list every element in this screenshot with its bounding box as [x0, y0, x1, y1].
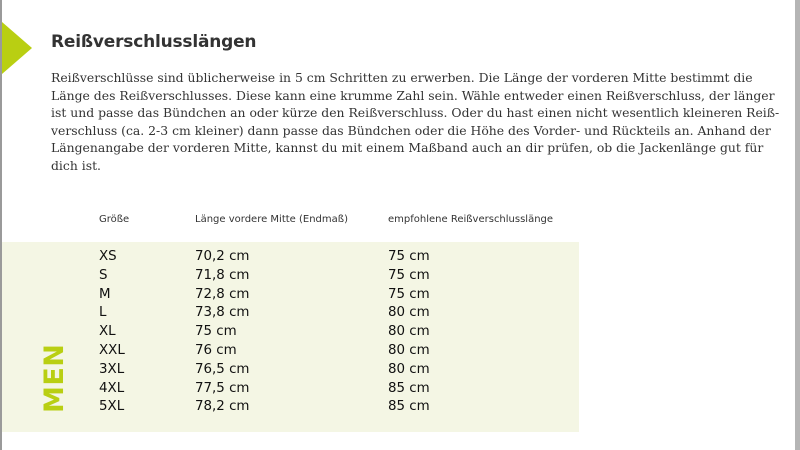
cell-zipper: 80 cm — [388, 305, 430, 321]
cell-length: 78,2 cm — [195, 399, 250, 415]
intro-line: Längenangabe der vorderen Mitte, kannst du mit einem Maßband auch an dir prüfen, ob die Jackenlänge gut für — [51, 140, 764, 155]
section-title: Reißverschlusslängen — [51, 32, 257, 52]
intro-line: Reißverschlüsse sind üblicherweise in 5 cm Schritten zu erwerben. Die Länge der vorderen Mitte bestimmt die — [51, 70, 753, 85]
page-scrollbar[interactable] — [795, 0, 800, 450]
cell-zipper: 85 cm — [388, 380, 430, 396]
intro-line: ist und passe das Bündchen an oder kürze den Reißverschluss. Oder du hast einen nicht wesentlich kleineren Reiß- — [51, 105, 780, 120]
cell-size: XXL — [99, 343, 125, 358]
cell-zipper: 80 cm — [388, 343, 430, 358]
table-body-band — [2, 242, 579, 432]
group-label-men: MEN — [39, 343, 70, 413]
cell-size: L — [99, 305, 107, 321]
cell-size: 4XL — [99, 380, 125, 396]
cell-size: M — [99, 286, 111, 302]
cell-length: 76 cm — [195, 343, 237, 358]
cell-length: 72,8 cm — [195, 286, 250, 302]
intro-line: Länge des Reißverschlusses. Diese kann eine krumme Zahl sein. Wähle entweder einen Reißverschluss, der länger — [51, 87, 775, 103]
cell-length: 70,2 cm — [195, 249, 250, 264]
section-accent-arrow — [2, 22, 32, 74]
cell-zipper: 80 cm — [388, 324, 430, 340]
cell-size: S — [99, 267, 108, 283]
cell-zipper: 85 cm — [388, 399, 430, 415]
cell-length: 73,8 cm — [195, 305, 250, 321]
cell-length: 75 cm — [195, 324, 237, 340]
cell-zipper: 75 cm — [388, 286, 430, 302]
cell-size: XL — [99, 324, 116, 340]
intro-line: verschluss (ca. 2-3 cm kleiner) dann passe das Bündchen oder die Höhe des Vorder- und Rückteils an. Anhand der — [51, 122, 771, 138]
cell-zipper: 80 cm — [388, 361, 430, 377]
intro-paragraph — [51, 69, 780, 174]
cell-size: 5XL — [99, 399, 125, 415]
column-header-length: Länge vordere Mitte (Endmaß) — [195, 214, 348, 225]
cell-zipper: 75 cm — [388, 267, 430, 283]
intro-line: dich ist. — [51, 157, 101, 173]
cell-size: XS — [99, 249, 117, 264]
cell-length: 71,8 cm — [195, 267, 250, 283]
column-header-size: Größe — [99, 214, 130, 225]
cell-zipper: 75 cm — [388, 249, 430, 264]
cell-size: 3XL — [99, 361, 125, 377]
column-header-zipper: empfohlene Reißverschlusslänge — [388, 214, 554, 225]
cell-length: 77,5 cm — [195, 380, 250, 396]
cell-length: 76,5 cm — [195, 361, 250, 377]
